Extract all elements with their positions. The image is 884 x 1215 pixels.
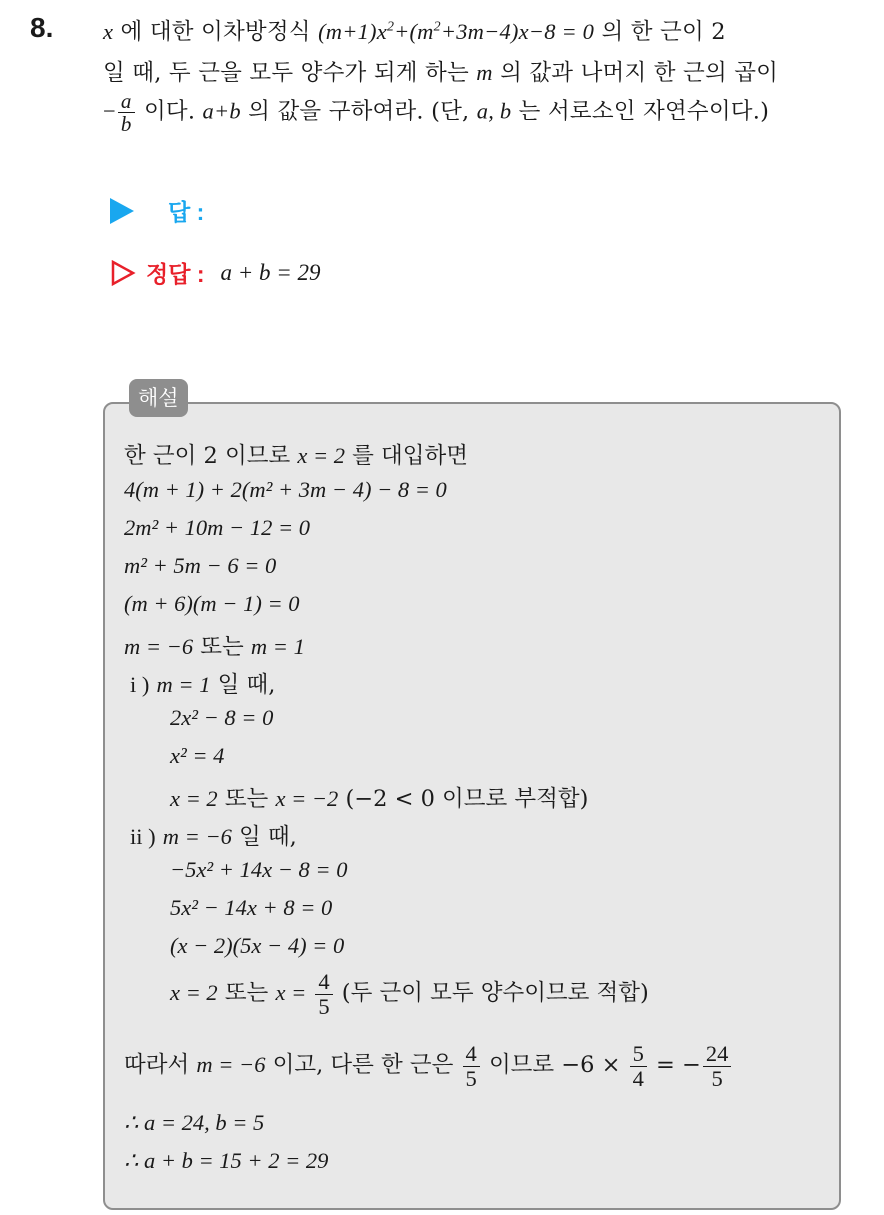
question-text: 의 한 근이 2 bbox=[594, 19, 726, 45]
fraction-4-5: $\frac{4}{5}$ bbox=[315, 970, 332, 1018]
solution-line: −5x² + 14x − 8 = 0 bbox=[170, 857, 348, 882]
question-var-x: x bbox=[103, 19, 114, 44]
solution-therefore-2: ∴ a + b = 15 + 2 = 29 bbox=[124, 1148, 329, 1173]
solution-line: x² = 4 bbox=[170, 743, 225, 768]
solution-line: (x − 2)(5x − 4) = 0 bbox=[170, 933, 345, 958]
question-number: 8. bbox=[30, 12, 54, 43]
equation: $(m+1)x^2+(m^2+3m-4)x-8 = 0$ bbox=[318, 19, 595, 44]
solution-conclusion: 따라서 m = −6 이고, 다른 한 근은 $\frac{4}{5}$ 이므로 −6 × $\frac{5}{4}$ = − $\frac{24}{5}$ bbox=[124, 1042, 733, 1090]
solution-line: 2m² + 10m − 12 = 0 bbox=[124, 515, 311, 540]
correct-answer-label: 정답 : bbox=[146, 261, 205, 287]
solution-tag: 해설 bbox=[129, 379, 188, 417]
fraction-4-5: $\frac{4}{5}$ bbox=[463, 1042, 480, 1090]
correct-answer-row bbox=[110, 256, 321, 289]
solution-line: (m + 6)(m − 1) = 0 bbox=[124, 591, 300, 616]
solution-line: x = 2 또는 x = $\frac{4}{5}$ (두 근이 모두 양수이므로 적합) bbox=[170, 969, 649, 1019]
question-line-3: − $\frac{a}{b}$ 이다. a+b 의 값을 구하여라. (단, a, b 는 서로소인 자연수이다.) bbox=[103, 89, 770, 137]
question-line-2: 일 때, 두 근을 모두 양수가 되게 하는 m 의 값과 나머지 한 근의 곱이 bbox=[103, 60, 779, 86]
fraction-5-4: $\frac{5}{4}$ bbox=[630, 1042, 647, 1090]
question-text: 에 대한 이차방정식 bbox=[113, 19, 319, 45]
solution-line: m² + 5m − 6 = 0 bbox=[124, 553, 277, 578]
solution-case-2: ii ) m = −6 일 때, bbox=[130, 824, 297, 850]
solution-therefore-1: ∴ a = 24, b = 5 bbox=[124, 1110, 265, 1135]
question-line-1 bbox=[103, 14, 726, 46]
fraction-24-5: $\frac{24}{5}$ bbox=[703, 1042, 732, 1090]
solution-line: 2x² − 8 = 0 bbox=[170, 705, 274, 730]
play-icon bbox=[110, 198, 134, 224]
answer-label: 답 : bbox=[168, 199, 205, 225]
solution-line: 한 근이 2 이므로 x = 2 를 대입하면 bbox=[124, 443, 468, 469]
fraction-a-over-b: $\frac{a}{b}$ bbox=[118, 90, 135, 135]
solution-line: 5x² − 14x + 8 = 0 bbox=[170, 895, 333, 920]
play-outline-icon bbox=[110, 260, 136, 286]
solution-case-1: i ) m = 1 일 때, bbox=[130, 672, 276, 698]
solution-line: x = 2 또는 x = −2 (−2 < 0 이므로 부적합) bbox=[170, 786, 589, 812]
correct-answer-value: a + b = 29 bbox=[220, 259, 321, 285]
solution-line: 4(m + 1) + 2(m² + 3m − 4) − 8 = 0 bbox=[124, 477, 447, 502]
answer-row bbox=[110, 194, 204, 227]
solution-line: m = −6 또는 m = 1 bbox=[124, 634, 305, 660]
